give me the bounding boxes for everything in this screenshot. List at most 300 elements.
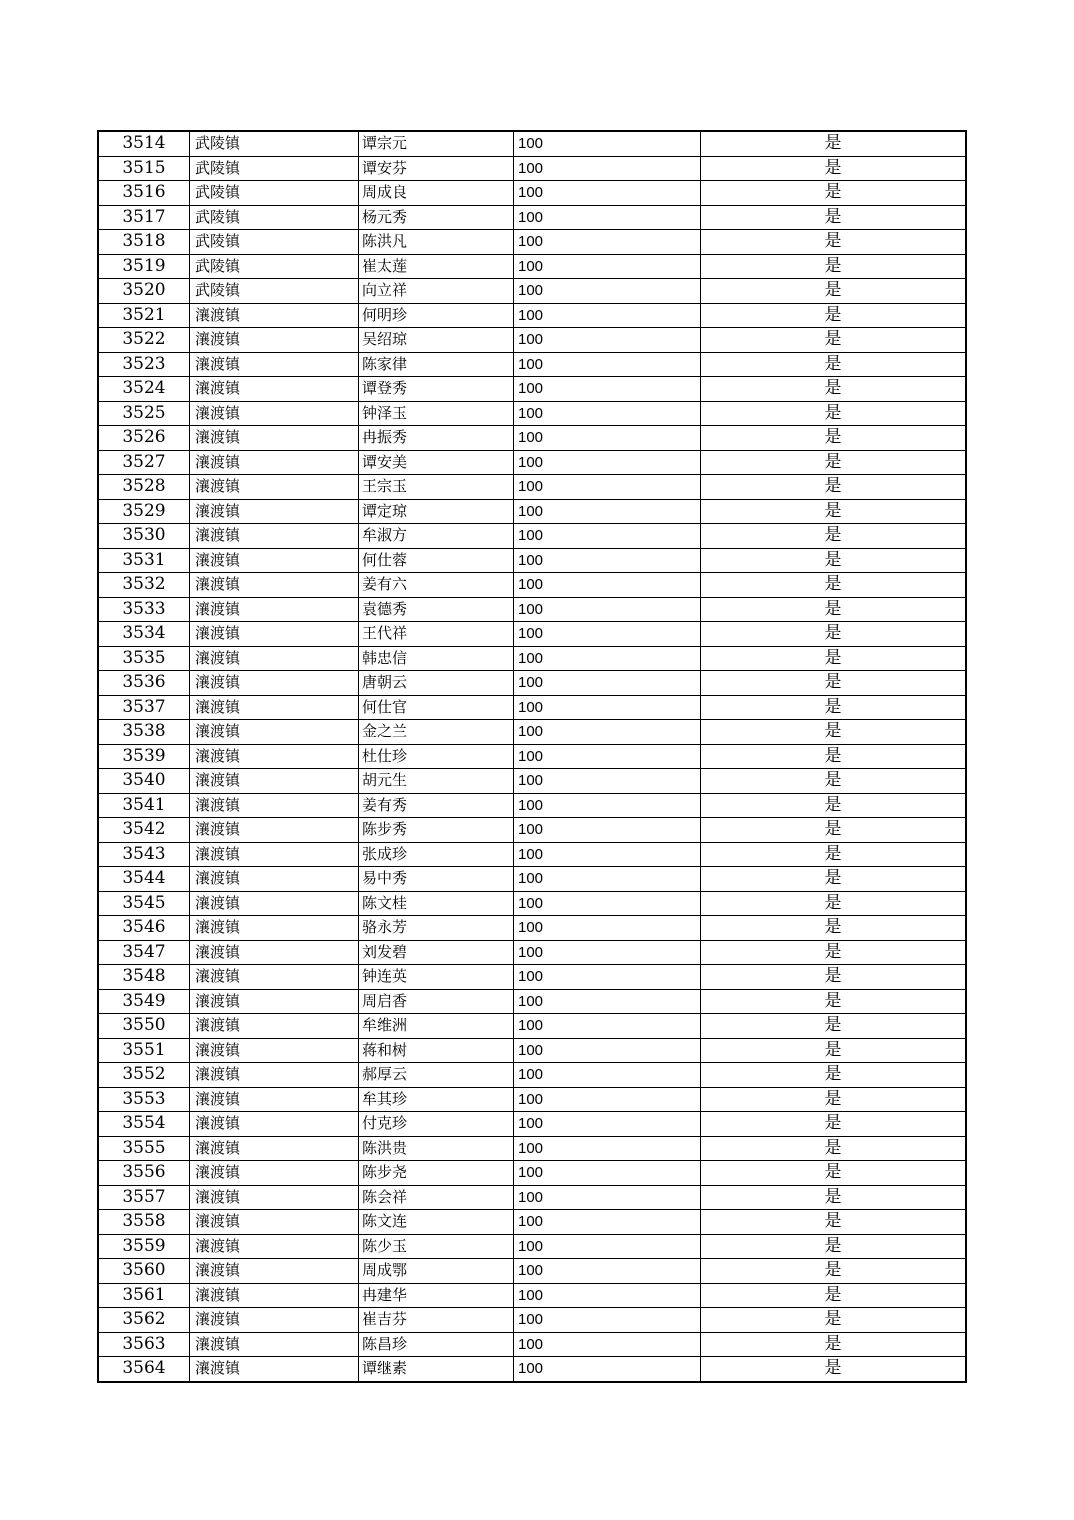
flag-cell: 是: [701, 205, 967, 230]
town-cell: 瀼渡镇: [190, 1210, 359, 1235]
name-cell: 陈步秀: [359, 818, 514, 843]
table-row: [98, 891, 966, 916]
table-row: [98, 181, 966, 206]
flag-cell: 是: [701, 1161, 967, 1186]
name-cell: 骆永芳: [359, 916, 514, 941]
row-number-cell: 3532: [98, 573, 190, 598]
town-cell: 瀼渡镇: [190, 1185, 359, 1210]
name-cell: 谭登秀: [359, 377, 514, 402]
flag-cell: 是: [701, 1136, 967, 1161]
town-cell: 瀼渡镇: [190, 401, 359, 426]
flag-cell: 是: [701, 744, 967, 769]
amount-cell: 100: [514, 131, 701, 156]
name-cell: 钟泽玉: [359, 401, 514, 426]
table-row: [98, 1357, 966, 1382]
amount-cell: 100: [514, 671, 701, 696]
name-cell: 姜有秀: [359, 793, 514, 818]
row-number-cell: 3530: [98, 524, 190, 549]
flag-cell: 是: [701, 1014, 967, 1039]
flag-cell: 是: [701, 181, 967, 206]
name-cell: 张成珍: [359, 842, 514, 867]
row-number-cell: 3551: [98, 1038, 190, 1063]
name-cell: 谭安芬: [359, 156, 514, 181]
row-number-cell: 3540: [98, 769, 190, 794]
name-cell: 周成良: [359, 181, 514, 206]
table-row: [98, 303, 966, 328]
row-number-cell: 3534: [98, 622, 190, 647]
row-number-cell: 3552: [98, 1063, 190, 1088]
town-cell: 瀼渡镇: [190, 695, 359, 720]
table-row: [98, 1332, 966, 1357]
name-cell: 陈昌珍: [359, 1332, 514, 1357]
amount-cell: 100: [514, 818, 701, 843]
amount-cell: 100: [514, 1332, 701, 1357]
table-row: [98, 1185, 966, 1210]
name-cell: 向立祥: [359, 279, 514, 304]
table-row: [98, 573, 966, 598]
table-row: [98, 597, 966, 622]
flag-cell: 是: [701, 1308, 967, 1333]
name-cell: 陈洪贵: [359, 1136, 514, 1161]
table-row: [98, 548, 966, 573]
amount-cell: 100: [514, 1283, 701, 1308]
name-cell: 王宗玉: [359, 475, 514, 500]
town-cell: 武陵镇: [190, 279, 359, 304]
town-cell: 武陵镇: [190, 131, 359, 156]
flag-cell: 是: [701, 1112, 967, 1137]
town-cell: 瀼渡镇: [190, 1308, 359, 1333]
town-cell: 瀼渡镇: [190, 867, 359, 892]
table-row: [98, 205, 966, 230]
flag-cell: 是: [701, 597, 967, 622]
row-number-cell: 3544: [98, 867, 190, 892]
flag-cell: 是: [701, 720, 967, 745]
flag-cell: 是: [701, 769, 967, 794]
flag-cell: 是: [701, 156, 967, 181]
name-cell: 付克珍: [359, 1112, 514, 1137]
flag-cell: 是: [701, 695, 967, 720]
row-number-cell: 3550: [98, 1014, 190, 1039]
amount-cell: 100: [514, 156, 701, 181]
town-cell: 瀼渡镇: [190, 1063, 359, 1088]
table-row: [98, 1259, 966, 1284]
town-cell: 瀼渡镇: [190, 769, 359, 794]
flag-cell: 是: [701, 1210, 967, 1235]
amount-cell: 100: [514, 328, 701, 353]
town-cell: 瀼渡镇: [190, 328, 359, 353]
name-cell: 唐朝云: [359, 671, 514, 696]
flag-cell: 是: [701, 940, 967, 965]
amount-cell: 100: [514, 1087, 701, 1112]
flag-cell: 是: [701, 1259, 967, 1284]
row-number-cell: 3537: [98, 695, 190, 720]
table-row: [98, 989, 966, 1014]
name-cell: 何明珍: [359, 303, 514, 328]
town-cell: 瀼渡镇: [190, 426, 359, 451]
row-number-cell: 3520: [98, 279, 190, 304]
town-cell: 瀼渡镇: [190, 1234, 359, 1259]
row-number-cell: 3524: [98, 377, 190, 402]
row-number-cell: 3516: [98, 181, 190, 206]
town-cell: 瀼渡镇: [190, 548, 359, 573]
name-cell: 周启香: [359, 989, 514, 1014]
table-row: [98, 401, 966, 426]
row-number-cell: 3519: [98, 254, 190, 279]
name-cell: 姜有六: [359, 573, 514, 598]
name-cell: 谭继素: [359, 1357, 514, 1382]
table-row: [98, 842, 966, 867]
table-row: [98, 965, 966, 990]
name-cell: 韩忠信: [359, 646, 514, 671]
row-number-cell: 3548: [98, 965, 190, 990]
amount-cell: 100: [514, 254, 701, 279]
amount-cell: 100: [514, 377, 701, 402]
name-cell: 牟淑方: [359, 524, 514, 549]
table-row: [98, 622, 966, 647]
flag-cell: 是: [701, 352, 967, 377]
amount-cell: 100: [514, 1136, 701, 1161]
row-number-cell: 3526: [98, 426, 190, 451]
table-row: [98, 671, 966, 696]
table-row: [98, 450, 966, 475]
table-row: [98, 230, 966, 255]
name-cell: 蒋和树: [359, 1038, 514, 1063]
flag-cell: 是: [701, 524, 967, 549]
town-cell: 武陵镇: [190, 156, 359, 181]
amount-cell: 100: [514, 1063, 701, 1088]
table-row: [98, 328, 966, 353]
table-row: [98, 1038, 966, 1063]
town-cell: 瀼渡镇: [190, 1161, 359, 1186]
row-number-cell: 3562: [98, 1308, 190, 1333]
name-cell: 牟其珍: [359, 1087, 514, 1112]
table-row: [98, 1234, 966, 1259]
name-cell: 杨元秀: [359, 205, 514, 230]
row-number-cell: 3555: [98, 1136, 190, 1161]
table-row: [98, 1283, 966, 1308]
flag-cell: 是: [701, 279, 967, 304]
flag-cell: 是: [701, 867, 967, 892]
name-cell: 牟维洲: [359, 1014, 514, 1039]
row-number-cell: 3521: [98, 303, 190, 328]
flag-cell: 是: [701, 842, 967, 867]
town-cell: 瀼渡镇: [190, 499, 359, 524]
name-cell: 郝厚云: [359, 1063, 514, 1088]
town-cell: 瀼渡镇: [190, 1087, 359, 1112]
town-cell: 瀼渡镇: [190, 671, 359, 696]
name-cell: 袁德秀: [359, 597, 514, 622]
row-number-cell: 3539: [98, 744, 190, 769]
amount-cell: 100: [514, 1038, 701, 1063]
amount-cell: 100: [514, 1357, 701, 1382]
amount-cell: 100: [514, 646, 701, 671]
name-cell: 易中秀: [359, 867, 514, 892]
name-cell: 陈文桂: [359, 891, 514, 916]
flag-cell: 是: [701, 573, 967, 598]
table-row: [98, 279, 966, 304]
data-table: [97, 130, 967, 1383]
name-cell: 陈步尧: [359, 1161, 514, 1186]
town-cell: 瀼渡镇: [190, 450, 359, 475]
flag-cell: 是: [701, 377, 967, 402]
table-row: [98, 426, 966, 451]
amount-cell: 100: [514, 303, 701, 328]
row-number-cell: 3517: [98, 205, 190, 230]
row-number-cell: 3549: [98, 989, 190, 1014]
table-row: [98, 1014, 966, 1039]
amount-cell: 100: [514, 573, 701, 598]
amount-cell: 100: [514, 597, 701, 622]
town-cell: 瀼渡镇: [190, 524, 359, 549]
amount-cell: 100: [514, 1210, 701, 1235]
table-row: [98, 475, 966, 500]
flag-cell: 是: [701, 328, 967, 353]
amount-cell: 100: [514, 1112, 701, 1137]
town-cell: 瀼渡镇: [190, 352, 359, 377]
flag-cell: 是: [701, 548, 967, 573]
table-row: [98, 646, 966, 671]
flag-cell: 是: [701, 818, 967, 843]
town-cell: 瀼渡镇: [190, 1259, 359, 1284]
amount-cell: 100: [514, 989, 701, 1014]
town-cell: 瀼渡镇: [190, 1136, 359, 1161]
row-number-cell: 3523: [98, 352, 190, 377]
town-cell: 瀼渡镇: [190, 1038, 359, 1063]
table-body: [98, 131, 966, 1382]
town-cell: 瀼渡镇: [190, 793, 359, 818]
town-cell: 瀼渡镇: [190, 1332, 359, 1357]
row-number-cell: 3558: [98, 1210, 190, 1235]
name-cell: 谭定琼: [359, 499, 514, 524]
name-cell: 崔太莲: [359, 254, 514, 279]
amount-cell: 100: [514, 769, 701, 794]
name-cell: 谭安美: [359, 450, 514, 475]
table-row: [98, 769, 966, 794]
name-cell: 周成鄂: [359, 1259, 514, 1284]
table-row: [98, 695, 966, 720]
table-row: [98, 940, 966, 965]
flag-cell: 是: [701, 671, 967, 696]
amount-cell: 100: [514, 352, 701, 377]
amount-cell: 100: [514, 205, 701, 230]
town-cell: 瀼渡镇: [190, 989, 359, 1014]
flag-cell: 是: [701, 1332, 967, 1357]
amount-cell: 100: [514, 940, 701, 965]
town-cell: 瀼渡镇: [190, 940, 359, 965]
row-number-cell: 3535: [98, 646, 190, 671]
table-row: [98, 793, 966, 818]
table-row: [98, 818, 966, 843]
amount-cell: 100: [514, 793, 701, 818]
name-cell: 胡元生: [359, 769, 514, 794]
flag-cell: 是: [701, 499, 967, 524]
town-cell: 武陵镇: [190, 254, 359, 279]
row-number-cell: 3525: [98, 401, 190, 426]
name-cell: 谭宗元: [359, 131, 514, 156]
amount-cell: 100: [514, 1161, 701, 1186]
town-cell: 瀼渡镇: [190, 1357, 359, 1382]
row-number-cell: 3536: [98, 671, 190, 696]
town-cell: 瀼渡镇: [190, 622, 359, 647]
row-number-cell: 3515: [98, 156, 190, 181]
name-cell: 钟连英: [359, 965, 514, 990]
table-row: [98, 254, 966, 279]
name-cell: 金之兰: [359, 720, 514, 745]
town-cell: 武陵镇: [190, 230, 359, 255]
name-cell: 陈会祥: [359, 1185, 514, 1210]
row-number-cell: 3518: [98, 230, 190, 255]
table-row: [98, 499, 966, 524]
amount-cell: 100: [514, 744, 701, 769]
amount-cell: 100: [514, 1014, 701, 1039]
flag-cell: 是: [701, 1234, 967, 1259]
row-number-cell: 3538: [98, 720, 190, 745]
name-cell: 王代祥: [359, 622, 514, 647]
row-number-cell: 3528: [98, 475, 190, 500]
amount-cell: 100: [514, 965, 701, 990]
row-number-cell: 3554: [98, 1112, 190, 1137]
town-cell: 瀼渡镇: [190, 377, 359, 402]
amount-cell: 100: [514, 279, 701, 304]
flag-cell: 是: [701, 793, 967, 818]
table-row: [98, 377, 966, 402]
flag-cell: 是: [701, 891, 967, 916]
flag-cell: 是: [701, 1357, 967, 1382]
amount-cell: 100: [514, 548, 701, 573]
table-row: [98, 1063, 966, 1088]
table-row: [98, 1308, 966, 1333]
town-cell: 瀼渡镇: [190, 597, 359, 622]
row-number-cell: 3553: [98, 1087, 190, 1112]
table-row: [98, 352, 966, 377]
flag-cell: 是: [701, 450, 967, 475]
row-number-cell: 3514: [98, 131, 190, 156]
row-number-cell: 3545: [98, 891, 190, 916]
amount-cell: 100: [514, 426, 701, 451]
table-row: [98, 1161, 966, 1186]
flag-cell: 是: [701, 989, 967, 1014]
table-row: [98, 156, 966, 181]
name-cell: 刘发碧: [359, 940, 514, 965]
town-cell: 瀼渡镇: [190, 720, 359, 745]
table-row: [98, 1112, 966, 1137]
table-row: [98, 1210, 966, 1235]
name-cell: 陈家律: [359, 352, 514, 377]
flag-cell: 是: [701, 916, 967, 941]
name-cell: 陈文连: [359, 1210, 514, 1235]
row-number-cell: 3522: [98, 328, 190, 353]
town-cell: 武陵镇: [190, 181, 359, 206]
row-number-cell: 3560: [98, 1259, 190, 1284]
town-cell: 瀼渡镇: [190, 744, 359, 769]
name-cell: 何仕官: [359, 695, 514, 720]
town-cell: 武陵镇: [190, 205, 359, 230]
amount-cell: 100: [514, 450, 701, 475]
flag-cell: 是: [701, 401, 967, 426]
amount-cell: 100: [514, 916, 701, 941]
amount-cell: 100: [514, 401, 701, 426]
name-cell: 吴绍琼: [359, 328, 514, 353]
name-cell: 崔吉芬: [359, 1308, 514, 1333]
row-number-cell: 3527: [98, 450, 190, 475]
flag-cell: 是: [701, 646, 967, 671]
row-number-cell: 3533: [98, 597, 190, 622]
amount-cell: 100: [514, 499, 701, 524]
flag-cell: 是: [701, 230, 967, 255]
town-cell: 瀼渡镇: [190, 891, 359, 916]
row-number-cell: 3531: [98, 548, 190, 573]
flag-cell: 是: [701, 254, 967, 279]
table-row: [98, 916, 966, 941]
name-cell: 陈少玉: [359, 1234, 514, 1259]
row-number-cell: 3529: [98, 499, 190, 524]
name-cell: 冉建华: [359, 1283, 514, 1308]
town-cell: 瀼渡镇: [190, 1112, 359, 1137]
row-number-cell: 3561: [98, 1283, 190, 1308]
name-cell: 何仕蓉: [359, 548, 514, 573]
town-cell: 瀼渡镇: [190, 818, 359, 843]
town-cell: 瀼渡镇: [190, 475, 359, 500]
row-number-cell: 3543: [98, 842, 190, 867]
table-row: [98, 524, 966, 549]
amount-cell: 100: [514, 622, 701, 647]
flag-cell: 是: [701, 1038, 967, 1063]
name-cell: 冉振秀: [359, 426, 514, 451]
town-cell: 瀼渡镇: [190, 303, 359, 328]
row-number-cell: 3557: [98, 1185, 190, 1210]
amount-cell: 100: [514, 475, 701, 500]
flag-cell: 是: [701, 1087, 967, 1112]
row-number-cell: 3564: [98, 1357, 190, 1382]
flag-cell: 是: [701, 1063, 967, 1088]
town-cell: 瀼渡镇: [190, 573, 359, 598]
flag-cell: 是: [701, 1185, 967, 1210]
table-row: [98, 131, 966, 156]
amount-cell: 100: [514, 1259, 701, 1284]
flag-cell: 是: [701, 426, 967, 451]
amount-cell: 100: [514, 842, 701, 867]
amount-cell: 100: [514, 891, 701, 916]
town-cell: 瀼渡镇: [190, 842, 359, 867]
flag-cell: 是: [701, 965, 967, 990]
amount-cell: 100: [514, 1308, 701, 1333]
table-row: [98, 720, 966, 745]
flag-cell: 是: [701, 131, 967, 156]
row-number-cell: 3546: [98, 916, 190, 941]
town-cell: 瀼渡镇: [190, 965, 359, 990]
flag-cell: 是: [701, 303, 967, 328]
flag-cell: 是: [701, 475, 967, 500]
table-row: [98, 1087, 966, 1112]
town-cell: 瀼渡镇: [190, 1283, 359, 1308]
table-row: [98, 744, 966, 769]
amount-cell: 100: [514, 867, 701, 892]
row-number-cell: 3563: [98, 1332, 190, 1357]
row-number-cell: 3556: [98, 1161, 190, 1186]
row-number-cell: 3542: [98, 818, 190, 843]
amount-cell: 100: [514, 230, 701, 255]
table-row: [98, 867, 966, 892]
amount-cell: 100: [514, 1185, 701, 1210]
amount-cell: 100: [514, 524, 701, 549]
town-cell: 瀼渡镇: [190, 646, 359, 671]
row-number-cell: 3547: [98, 940, 190, 965]
row-number-cell: 3541: [98, 793, 190, 818]
name-cell: 陈洪凡: [359, 230, 514, 255]
amount-cell: 100: [514, 1234, 701, 1259]
amount-cell: 100: [514, 720, 701, 745]
flag-cell: 是: [701, 622, 967, 647]
